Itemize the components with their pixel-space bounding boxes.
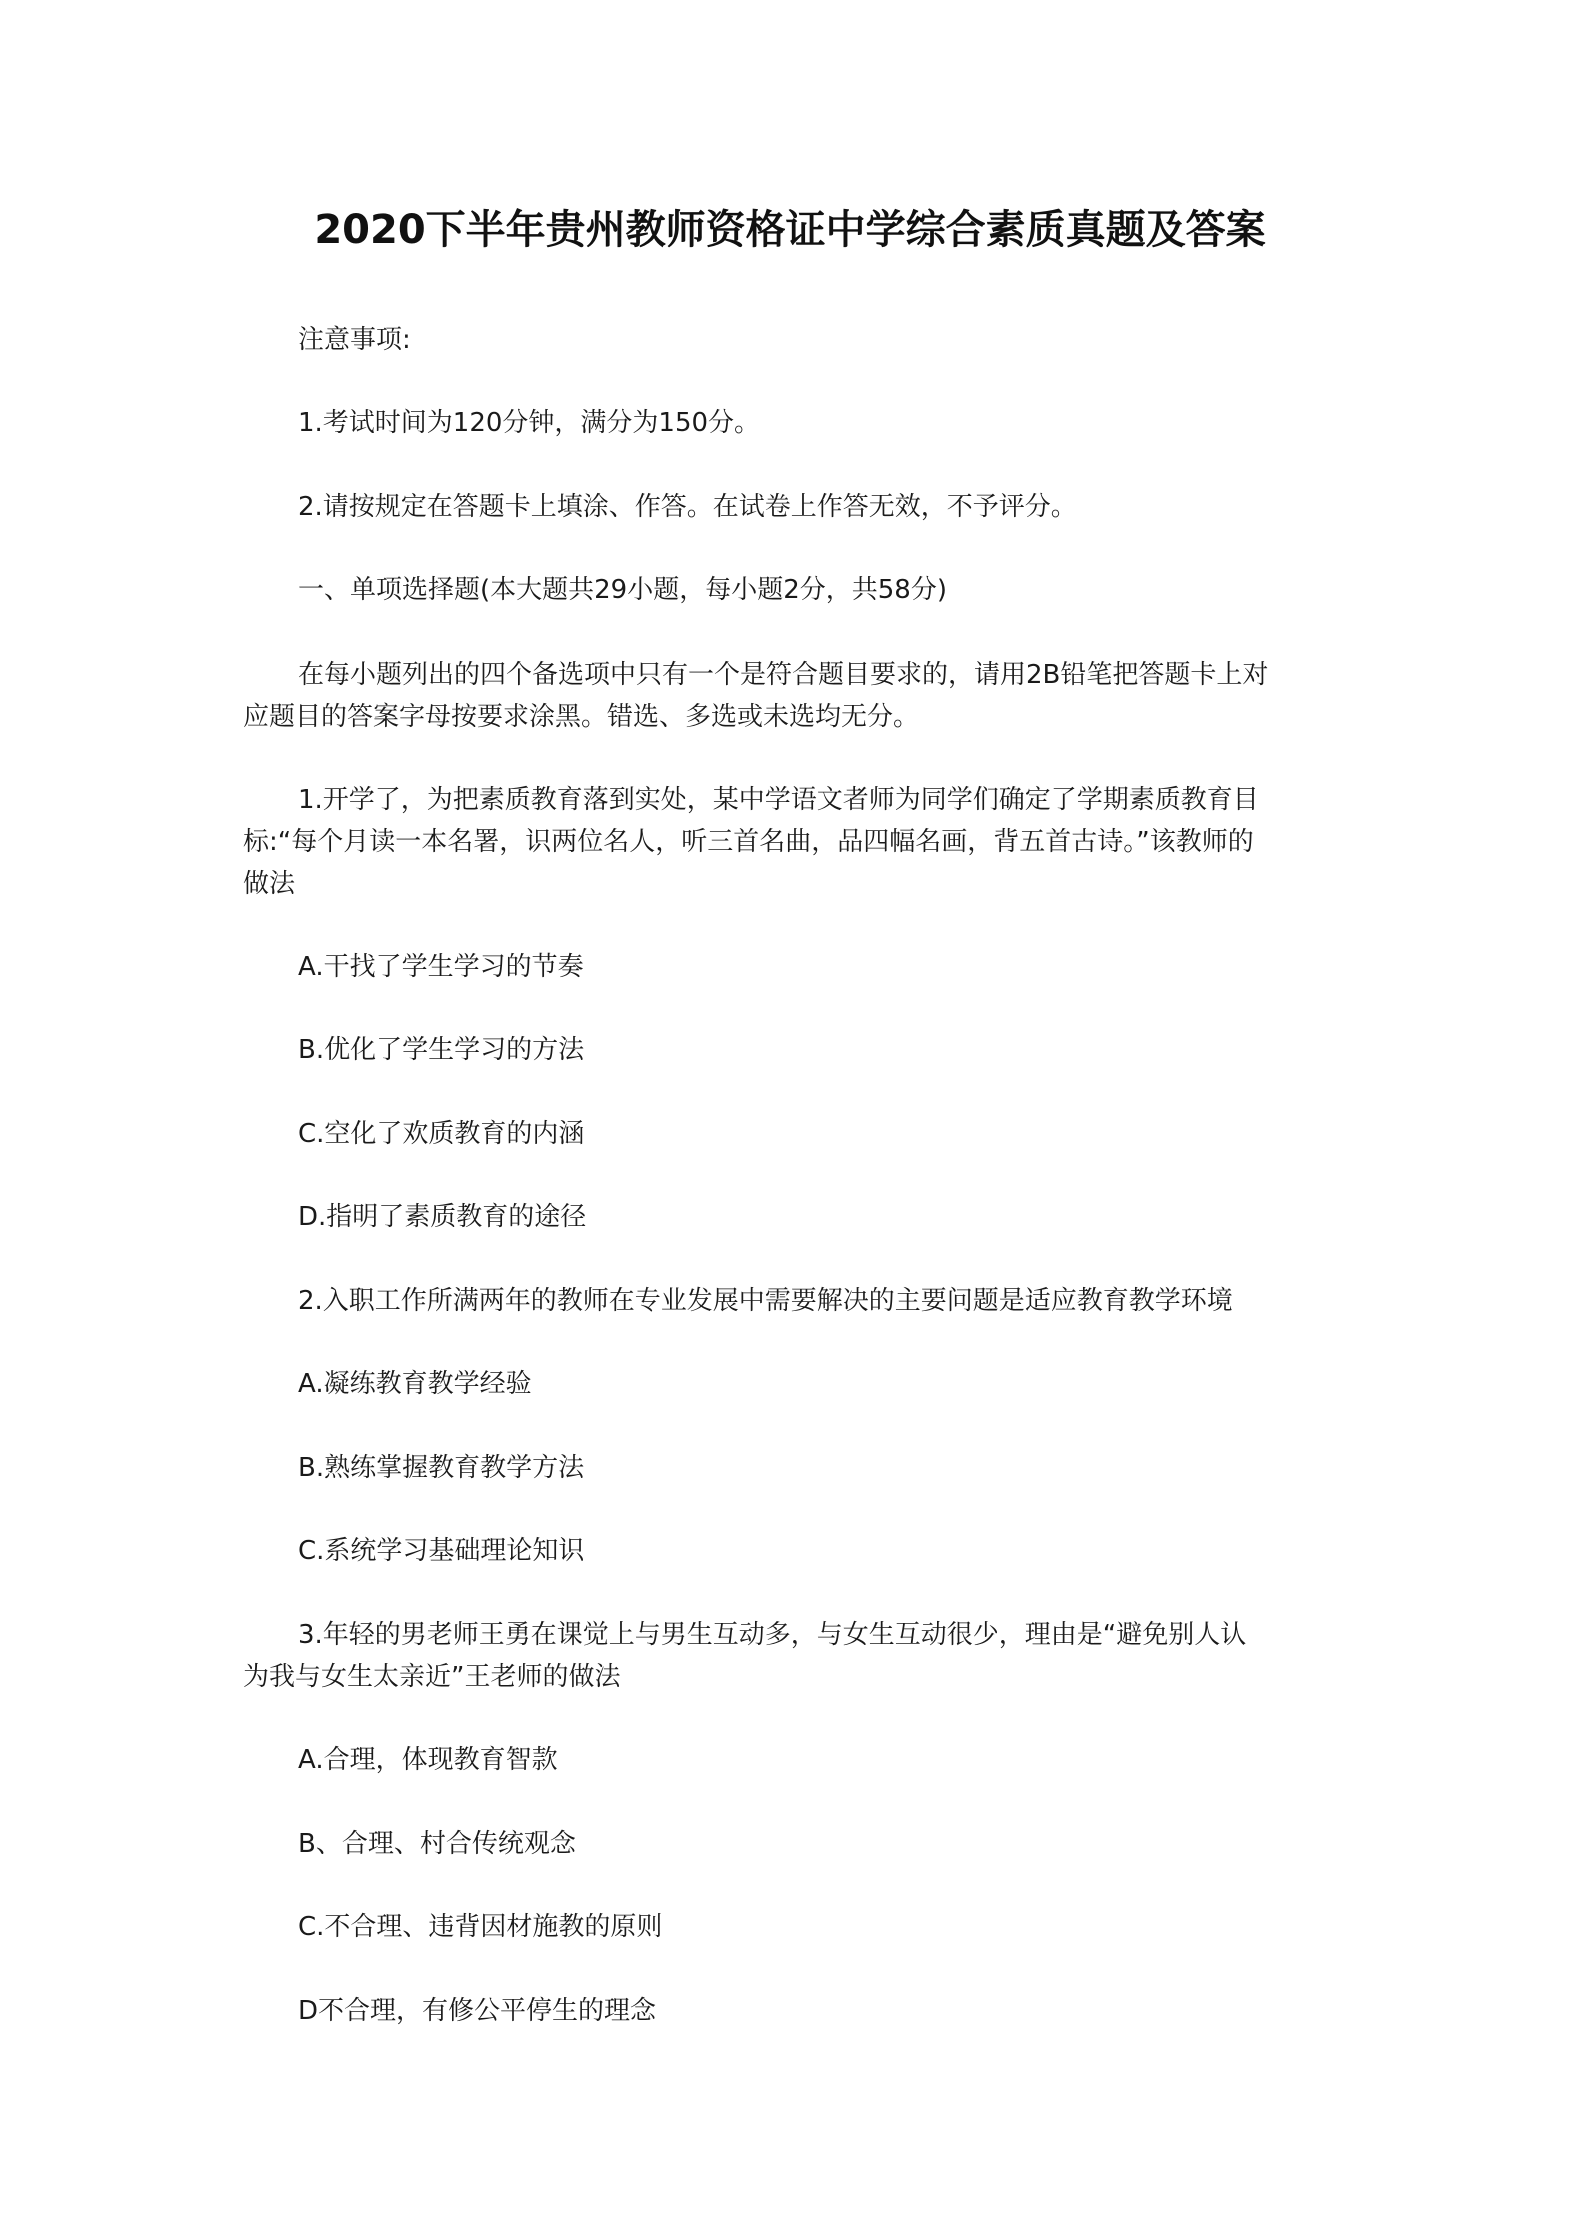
question-3-option-c: C.不合理、违背因材施教的原则 [298,1912,663,1942]
question-3-option-b: B、合理、村合传统观念 [298,1829,576,1859]
notice-item: 1.考试时间为120分钟，满分为150分。 [298,408,761,438]
question-3-option-d: D不合理，有修公平停生的理念 [298,1996,657,2026]
question-1-text: 1.开学了，为把素质教育落到实处，某中学语文者师为同学们确定了学期素质教育目 [298,785,1259,815]
question-1-text: 做法 [243,869,296,899]
question-3-option-a: A.合理，体现教育智款 [298,1745,558,1775]
section-heading: 一、单项选择题(本大题共29小题，每小题2分，共58分) [298,575,947,605]
question-1-option-d: D.指明了素质教育的途径 [298,1202,587,1232]
notice-item: 2.请按规定在答题卡上填涂、作答。在试卷上作答无效，不予评分。 [298,492,1077,522]
question-1-text: 标:“每个月读一本名署，识两位名人，听三首名曲，品四幅名画，背五首古诗。”该教师的 [243,827,1254,857]
notice-heading: 注意事项: [298,325,411,355]
question-1-option-c: C.空化了欢质教育的内涵 [298,1119,585,1149]
document-title: 2020下半年贵州教师资格证中学综合素质真题及答案 [314,207,1266,253]
question-1-option-b: B.优化了学生学习的方法 [298,1035,585,1065]
question-2-option-a: A.凝练教育教学经验 [298,1369,532,1399]
question-3-text: 3.年轻的男老师王勇在课觉上与男生互动多，与女生互动很少，理由是“避免别人认 [298,1620,1247,1650]
section-instruction: 应题目的答案字母按要求涂黑。错选、多选或未选均无分。 [243,702,920,732]
question-2-option-c: C.系统学习基础理论知识 [298,1536,585,1566]
question-2-text: 2.入职工作所满两年的教师在专业发展中需要解决的主要问题是适应教育教学环境 [298,1286,1233,1316]
question-3-text: 为我与女生太亲近”王老师的做法 [243,1662,621,1692]
question-2-option-b: B.熟练掌握教育教学方法 [298,1453,585,1483]
section-instruction: 在每小题列出的四个备选项中只有一个是符合题目要求的，请用2B铅笔把答题卡上对 [298,660,1269,690]
question-1-option-a: A.干找了学生学习的节奏 [298,952,584,982]
